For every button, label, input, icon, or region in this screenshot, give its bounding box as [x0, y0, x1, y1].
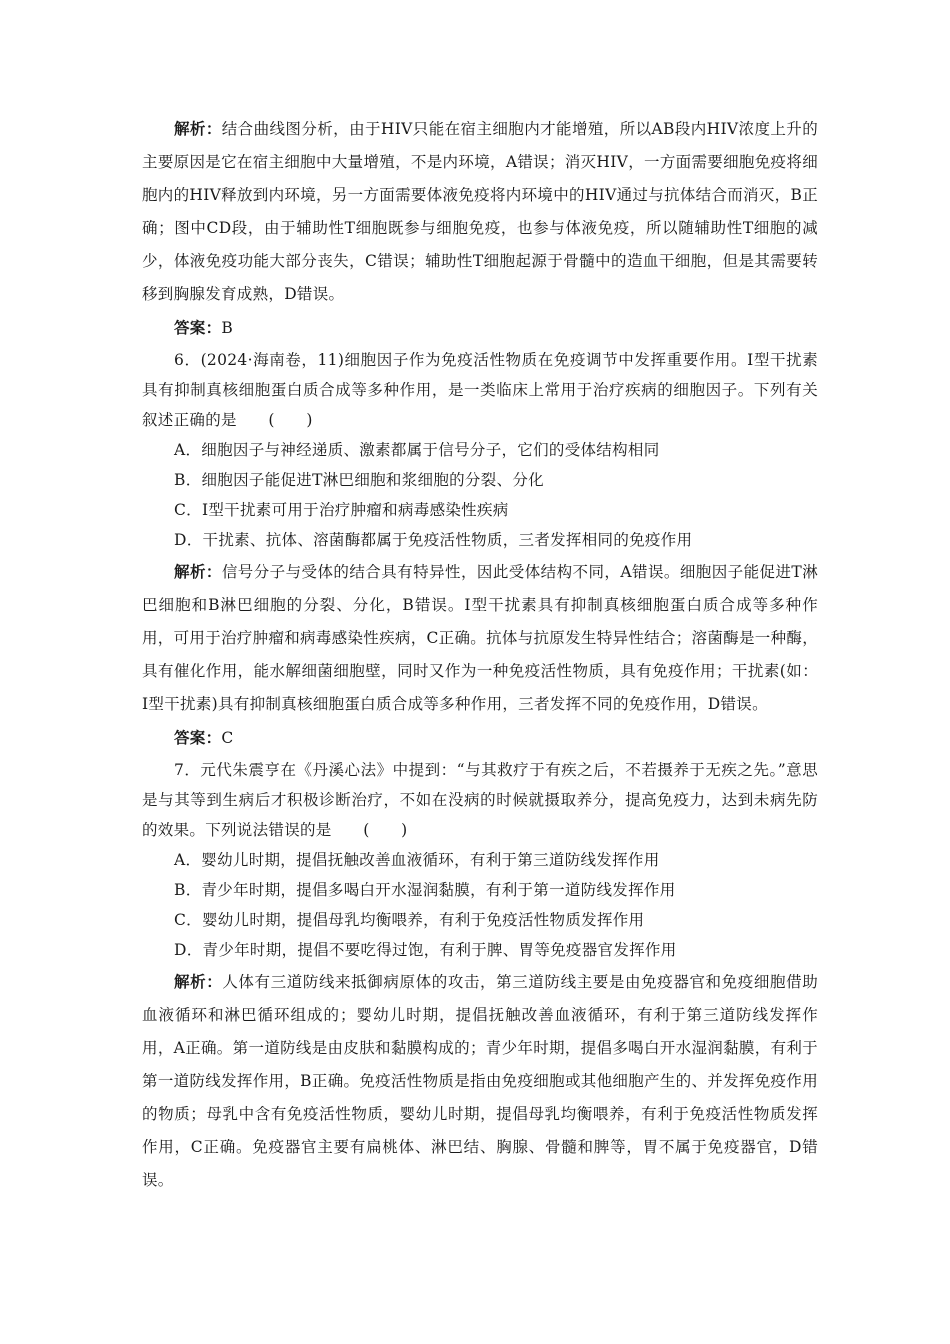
question-6-option-d: D．干扰素、抗体、溶菌酶都属于免疫活性物质，三者发挥相同的免疫作用	[174, 531, 693, 549]
analysis-label: 解析：	[174, 562, 222, 581]
answer-value: C	[221, 729, 234, 747]
question-7-option-c: C．婴幼儿时期，提倡母乳均衡喂养，有利于免疫活性物质发挥作用	[174, 911, 645, 929]
analysis-label: 解析：	[174, 972, 223, 991]
answer-label: 答案：	[174, 728, 222, 747]
question-7-option-b: B．青少年时期，提倡多喝白开水湿润黏膜，有利于第一道防线发挥作用	[174, 881, 676, 899]
analysis-label: 解析：	[174, 119, 222, 138]
analysis-paragraph-6	[142, 555, 818, 721]
answer-value: B	[221, 319, 234, 337]
analysis-text: 信号分子与受体的结合具有特异性，因此受体结构不同，A错误。细胞因子能促进T淋巴细胞和B淋巴细胞的分裂、分化，B错误。Ⅰ型干扰素具有抑制真核细胞蛋白质合成等多种作用，可用于治疗肿瘤和病毒感染性疾病，C正确。抗体与抗原发生特异性结合；溶菌酶是一种酶，具有催化作用，能水解细菌细胞壁，同时又作为一种免疫活性物质，具有免疫作用；干扰素(如：Ⅰ型干扰素)具有抑制真核细胞蛋白质合成等多种作用，三者发挥不同的免疫作用，D错误。	[142, 563, 818, 713]
question-7-option-a: A．婴幼儿时期，提倡抚触改善血液循环，有利于第三道防线发挥作用	[174, 851, 660, 869]
analysis-text: 人体有三道防线来抵御病原体的攻击，第三道防线主要是由免疫器官和免疫细胞借助血液循环和淋巴循环组成的；婴幼儿时期，提倡抚触改善血液循环，有利于第三道防线发挥作用，A正确。第一道防线是由皮肤和黏膜构成的；青少年时期，提倡多喝白开水湿润黏膜，有利于第一道防线发挥作用，B正确。免疫活性物质是指由免疫细胞或其他细胞产生的、并发挥免疫作用的物质；母乳中含有免疫活性物质，婴幼儿时期，提倡母乳均衡喂养，有利于免疫活性物质发挥作用，C正确。免疫器官主要有扁桃体、淋巴结、胸腺、骨髓和脾等，胃不属于免疫器官，D错误。	[142, 973, 818, 1189]
question-6-stem: 6．(2024·海南卷，11)细胞因子作为免疫活性物质在免疫调节中发挥重要作用。Ⅰ型干扰素具有抑制真核细胞蛋白质合成等多种作用，是一类临床上常用于治疗疾病的细胞因子。下列有关叙述正确的是 ( )	[142, 351, 818, 429]
answer-line-5	[142, 311, 818, 345]
question-6-option-a: A．细胞因子与神经递质、激素都属于信号分子，它们的受体结构相同	[174, 441, 660, 459]
analysis-paragraph-7	[142, 965, 818, 1197]
question-7-option-d: D．青少年时期，提倡不要吃得过饱，有利于脾、胃等免疫器官发挥作用	[174, 941, 677, 959]
analysis-text: 结合曲线图分析，由于HIV只能在宿主细胞内才能增殖，所以AB段内HIV浓度上升的主要原因是它在宿主细胞中大量增殖，不是内环境，A错误；消灭HIV，一方面需要细胞免疫将细胞内的HIV释放到内环境，另一方面需要体液免疫将内环境中的HIV通过与抗体结合而消灭，B正确；图中CD段，由于辅助性T细胞既参与细胞免疫，也参与体液免疫，所以随辅助性T细胞的减少，体液免疫功能大部分丧失，C错误；辅助性T细胞起源于骨髓中的造血干细胞，但是其需要转移到胸腺发育成熟，D错误。	[142, 120, 818, 303]
document-page	[142, 112, 818, 1197]
question-7-stem: 7．元代朱震亨在《丹溪心法》中提到：“与其救疗于有疾之后，不若摄养于无疾之先。”意思是与其等到生病后才积极诊断治疗，不如在没病的时候就摄取养分，提高免疫力，达到未病先防的效果。下列说法错误的是 ( )	[142, 761, 818, 839]
answer-label: 答案：	[174, 318, 222, 337]
question-6-option-c: C．Ⅰ型干扰素可用于治疗肿瘤和病毒感染性疾病	[174, 501, 509, 519]
answer-line-6	[142, 721, 818, 755]
question-6-option-b: B．细胞因子能促进T淋巴细胞和浆细胞的分裂、分化	[174, 471, 544, 489]
analysis-paragraph-5	[142, 112, 818, 311]
